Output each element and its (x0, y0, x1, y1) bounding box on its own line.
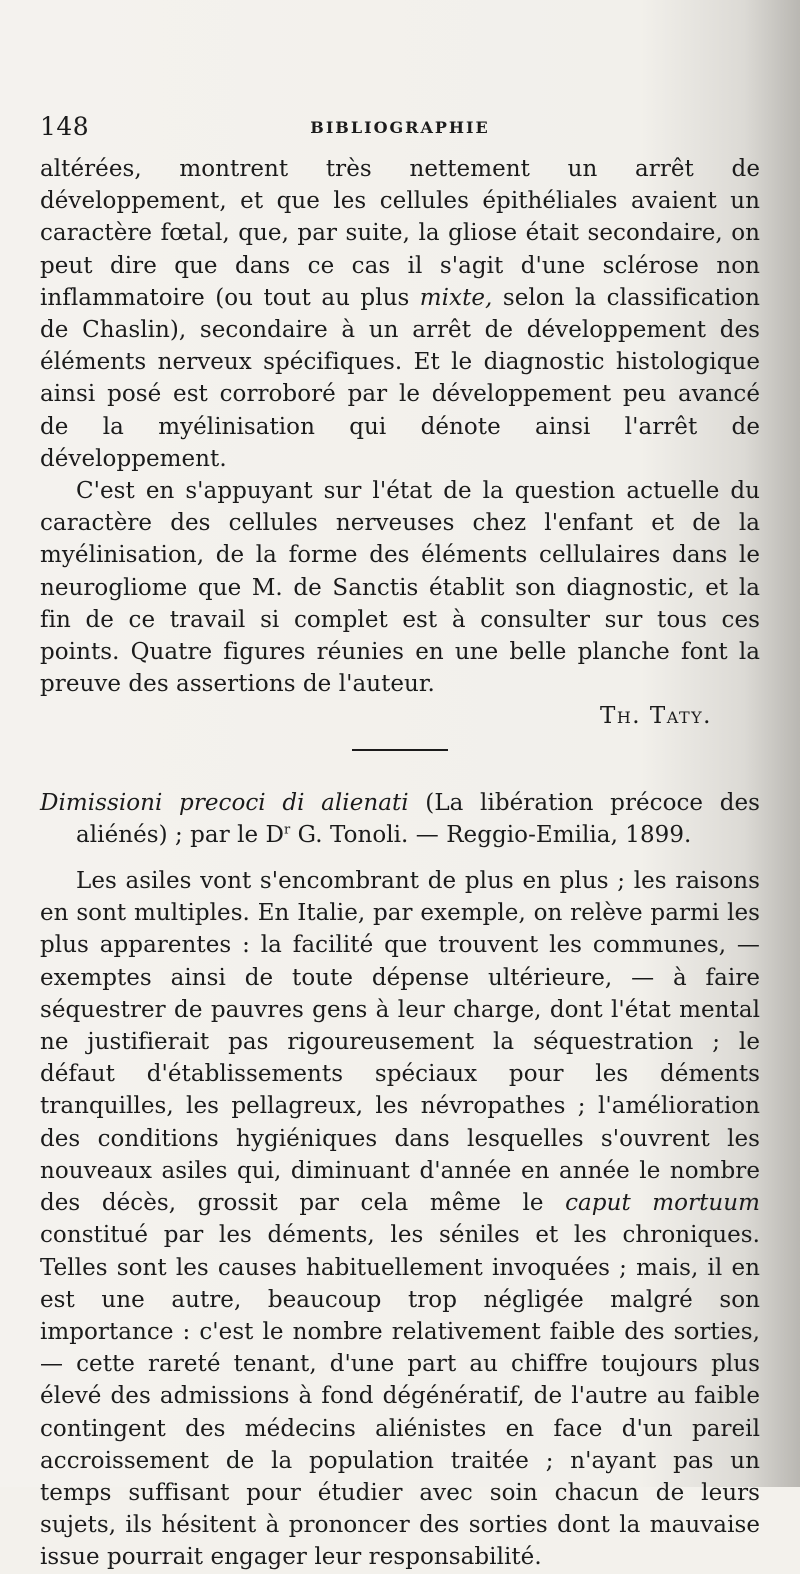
paragraph-1 (40, 153, 760, 475)
reference-text-b: G. Tonoli. — Reggio-Emilia, 1899. (290, 821, 692, 848)
paragraph-1-text-b: selon la classification de Chaslin), secondaire à un arrêt de développement des éléments nerveux spécifiques. Et le diagnostic histologique ainsi posé est corroboré par le développement peu avancé de la myélinisation qui dénote ainsi l'arrêt de développement. (40, 284, 760, 472)
paragraph-2: C'est en s'appuyant sur l'état de la question actuelle du caractère des cellules nerveuses chez l'enfant et de la myélinisation, de la forme des éléments cellulaires dans le neurogliome que M. de Sanctis établit son diagnostic, et la fin de ce travail si complet est à consulter sur tous ces points. Quatre figures réunies en une belle planche font la preuve des assertions de l'auteur. (40, 478, 760, 698)
bibliographic-reference (40, 787, 760, 851)
paragraph-3-italic: caput mortuum (565, 1190, 760, 1217)
section-divider (352, 749, 448, 751)
reference-title: Dimissioni precoci di alienati (40, 789, 409, 816)
page-number: 148 (40, 112, 90, 141)
paragraph-3-text-b: constitué par les déments, les séniles et les chroniques. Telles sont les causes habituellement invoquées ; mais, il en est une autre, beaucoup trop négligée malgré son importance : c'est le nombre relativement faible des sorties, — cette rareté tenant, d'une part au chiffre toujours plus élevé des admissions à fond dégénératif, de l'autre au faible contingent des médecins aliénistes en face d'un pareil accroissement de la population traitée ; n'ayant pas un temps suffisant pour étudier avec soin chacun de leurs sujets, ils hésitent à prononcer des sorties dont la mauvaise issue pourrait engager leur responsabilité. (40, 1222, 760, 1571)
running-head: BIBLIOGRAPHIE (310, 118, 490, 137)
page-body (40, 153, 760, 1574)
reference-superscript: r (284, 822, 291, 838)
page-header (40, 112, 760, 148)
review-signature: Th. Taty. (600, 703, 712, 730)
reference-text-a: (La libération précoce des aliénés) ; par le D (76, 789, 760, 848)
paragraph-3-text-a: Les asiles vont s'encombrant de plus en plus ; les raisons en sont multiples. En Italie, par exemple, on relève parmi les plus apparentes : la facilité que trouvent les communes, — exemptes ainsi de toute dépense ultérieure, — à faire séquestrer de pauvres gens à leur charge, dont l'état mental ne justifierait pas rigoureusement la séquestration ; le défaut d'établissements spéciaux pour les déments tranquilles, les pellagreux, les névropathes ; l'amélioration des conditions hygiéniques dans lesquelles s'ouvrent les nouveaux asiles qui, diminuant d'année en année le nombre des décès, grossit par cela même le (40, 868, 760, 1217)
paragraph-1-italic: mixte, (419, 284, 493, 311)
paragraph-3 (40, 865, 760, 1573)
paragraph-1-text-a: altérées, montrent très nettement un arrêt de développement, et que les cellules épithéliales avaient un caractère fœtal, que, par suite, la gliose était secondaire, on peut dire que dans ce cas il s'agit d'une sclérose non inflammatoire (ou tout au plus (40, 156, 760, 311)
